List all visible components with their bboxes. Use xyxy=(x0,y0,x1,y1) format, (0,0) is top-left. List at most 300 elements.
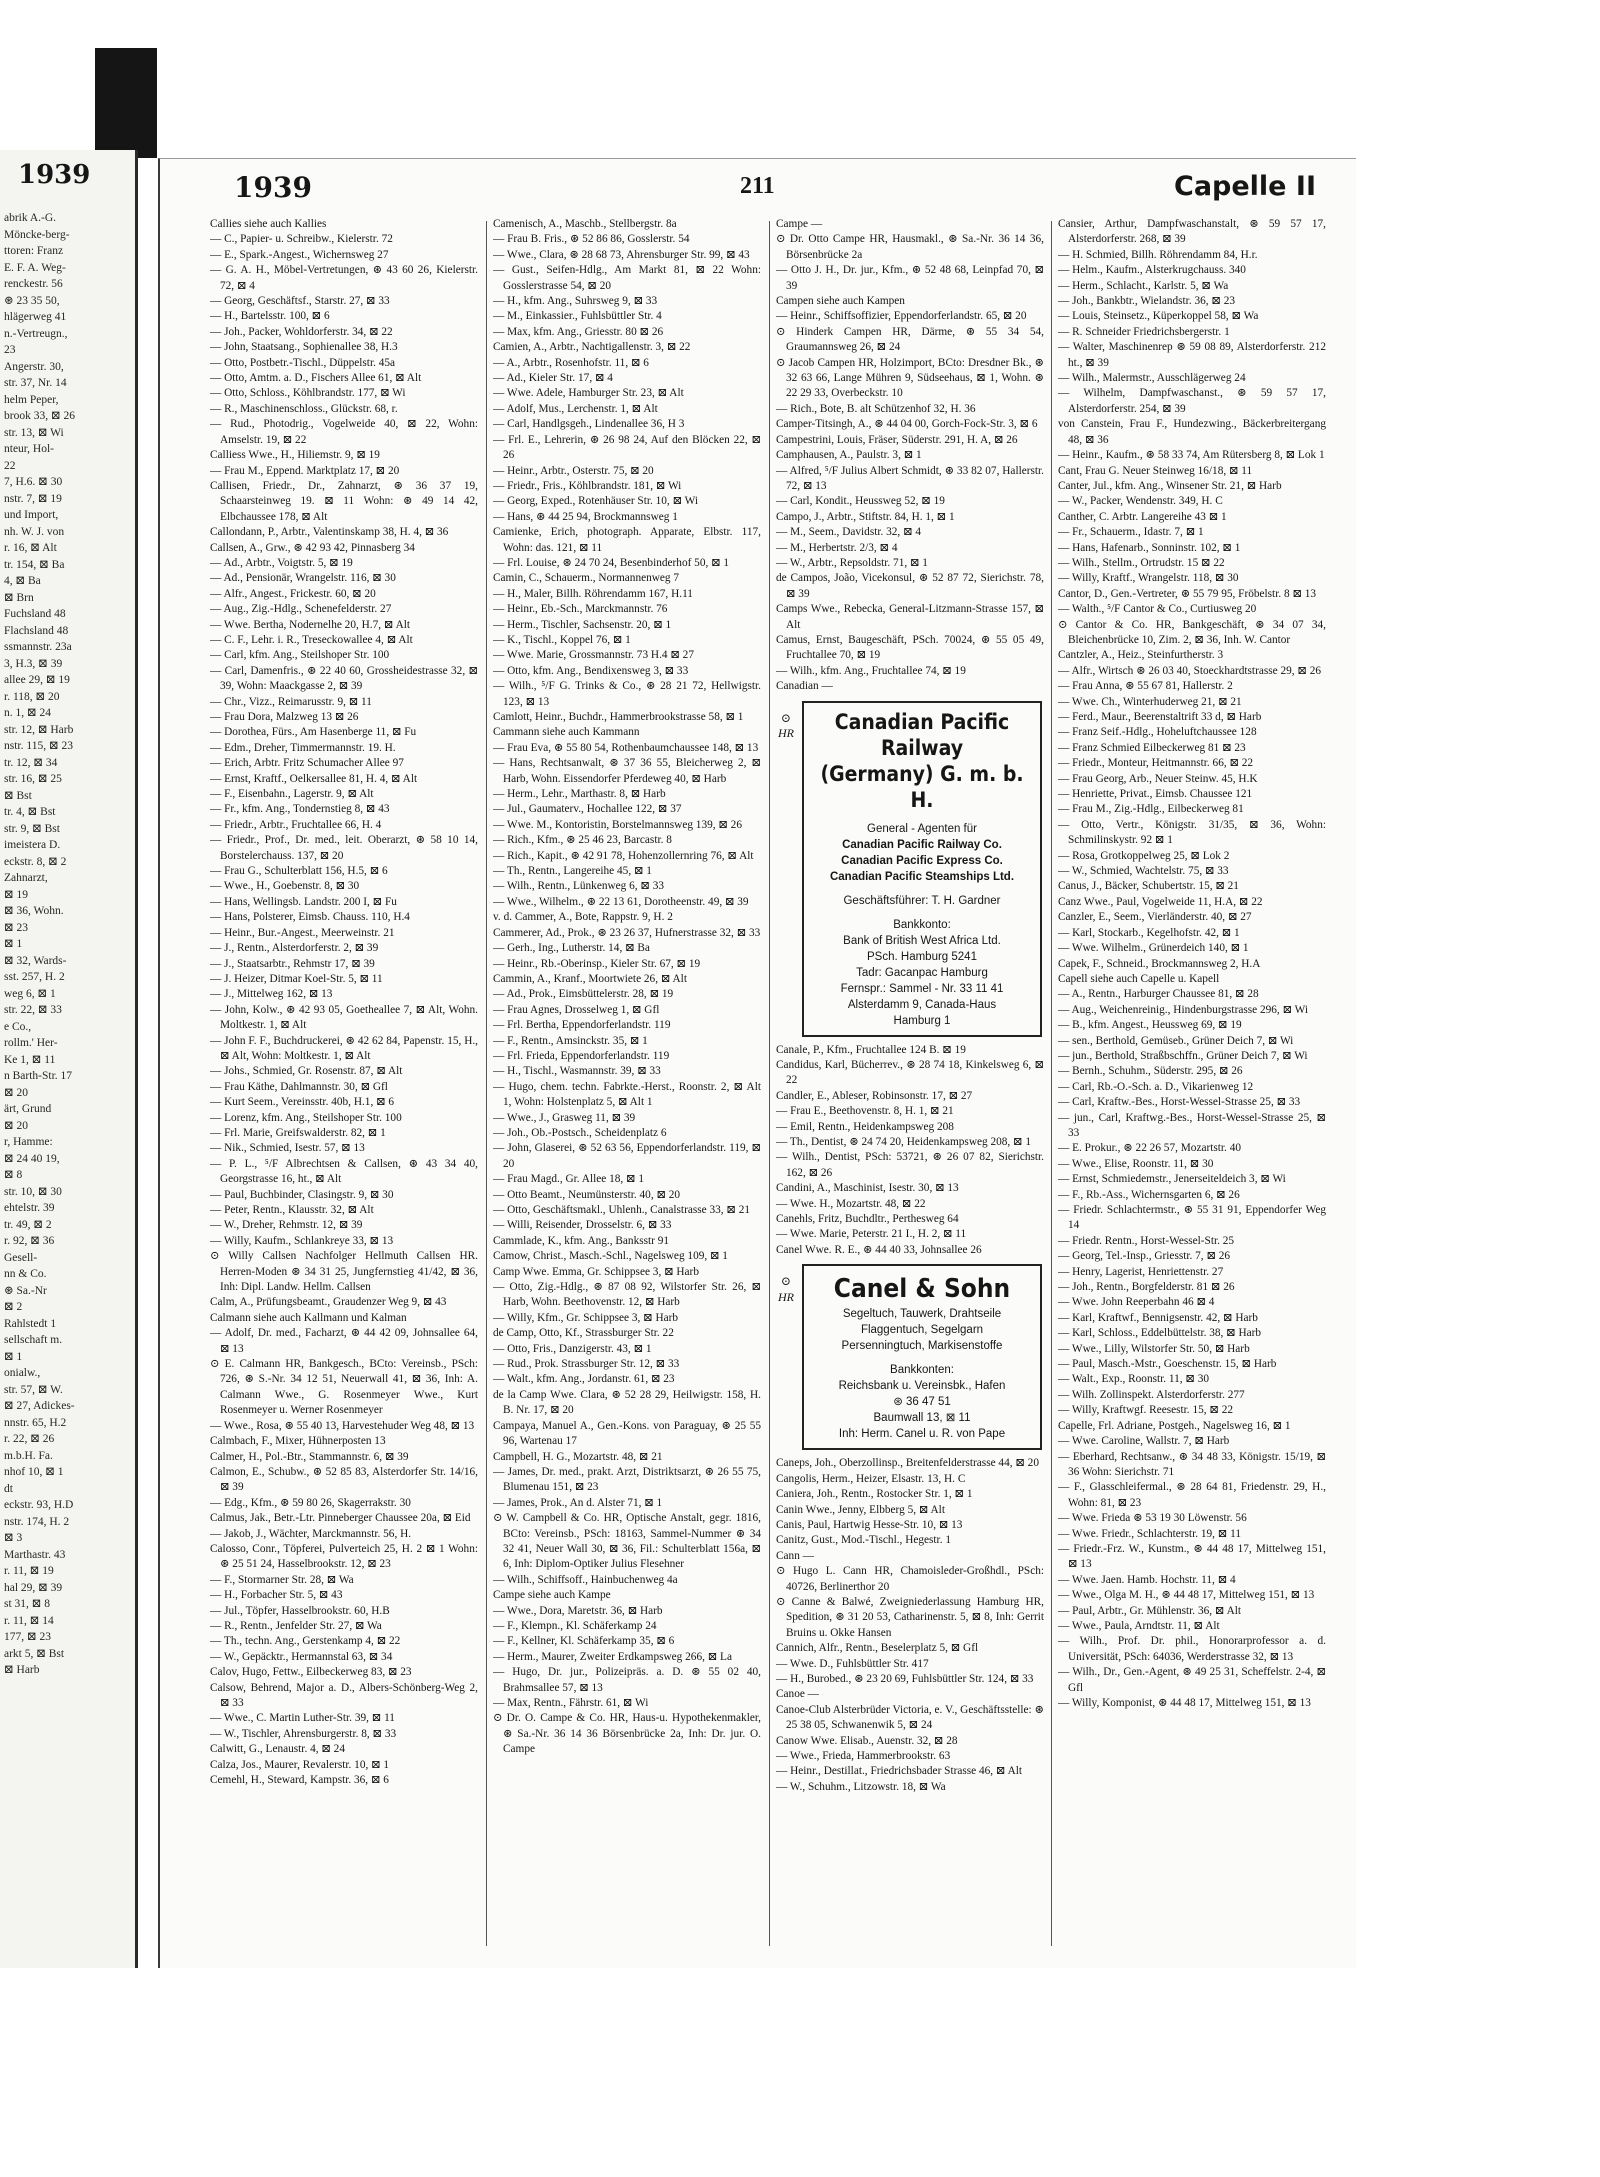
directory-entry: — Frl. Louise, ⊛ 24 70 24, Besenbinderhof 50, ⊠ 1 xyxy=(493,556,730,569)
ad-bank-heading: Bankkonto: xyxy=(893,918,951,931)
prev-page-line: 23 xyxy=(4,344,16,356)
directory-entry: — Jul., Gaumaterv., Hochallee 122, ⊠ 37 xyxy=(493,803,682,816)
directory-entry: — F., Glasschleifermal., ⊛ 28 64 81, Friedenstr. 29, H., Wohn: 81, ⊠ 23 xyxy=(1058,1481,1326,1509)
directory-entry: — Walt., kfm. Ang., Jordanstr. 61, ⊠ 23 xyxy=(493,1373,675,1386)
prev-page-line: E. F. A. Weg- xyxy=(4,261,66,274)
previous-page-lines xyxy=(4,210,75,1679)
prev-page-line: Möncke-berg- xyxy=(4,228,70,241)
directory-entry: — J. Heizer, Ditmar Koel-Str. 5, ⊠ 11 xyxy=(210,972,383,985)
directory-entry: — Wwe. Caroline, Wallstr. 7, ⊠ Harb xyxy=(1058,1435,1230,1448)
directory-entry: ⊙ Jacob Campen HR, Holzimport, BCto: Dresdner Bk., ⊛ 32 63 66, Lange Mühren 9, Südseehaus, ⊠ 1, Wohn. ⊛ 22 29 33, Overbeckstr. 10 xyxy=(776,356,1044,400)
directory-entry: — Friedr., Prof., Dr. med., leit. Oberarzt, ⊛ 58 10 14, Borstelerchauss. 137, ⊠ 20 xyxy=(210,834,478,862)
column-rule xyxy=(769,221,770,1946)
directory-entry: — Joh., Bankbtr., Wielandstr. 36, ⊠ 23 xyxy=(1058,295,1235,308)
directory-entry: — Otto, Zig.-Hdlg., ⊛ 87 08 92, Wilstorfer Str. 26, ⊠ Harb, Wohn. Beethovenstr. 12, ⊠ Harb xyxy=(493,1281,761,1309)
directory-entry: — Rich., Kapit., ⊛ 42 91 78, Hohenzollernring 76, ⊠ Alt xyxy=(493,849,754,862)
directory-entry: — Franz Schmied Eilbeckerweg 81 ⊠ 23 xyxy=(1058,741,1246,754)
directory-entry: Callisen, Friedr., Dr., Zahnarzt, ⊛ 36 37 19, Schaarsteinweg 19. ⊠ 11 Wohn: ⊛ 49 14 42, Elbchaussee 178, ⊠ Alt xyxy=(210,479,478,523)
prev-page-line: ttoren: Franz xyxy=(4,245,64,257)
directory-entry: — Wwe., C. Martin Luther-Str. 39, ⊠ 11 xyxy=(210,1712,395,1725)
directory-entry: — Frau M., Zig.-Hdlg., Eilbeckerweg 81 xyxy=(1058,803,1244,816)
directory-entry: Campestrini, Louis, Fräser, Süderstr. 291, H. A, ⊠ 26 xyxy=(776,433,1018,446)
directory-entry: — James, Dr. med., prakt. Arzt, Distriktsarzt, ⊛ 26 55 75, Blumenau 151, ⊠ 23 xyxy=(493,1465,761,1494)
directory-entry: — Joh., Packer, Wohldorferstr. 34, ⊠ 22 xyxy=(210,325,393,338)
prev-page-line: brook 33, ⊠ 26 xyxy=(4,410,75,422)
directory-entry: — Frau G., Schulterblatt 156, H.5, ⊠ 6 xyxy=(210,865,388,878)
directory-entry: — Chr., Vizz., Reimarusstr. 9, ⊠ 11 xyxy=(210,695,372,708)
directory-entry: — Willy, Komponist, ⊛ 44 48 17, Mittelweg 151, ⊠ 13 xyxy=(1058,1697,1311,1709)
directory-entry: Campaya, Manuel A., Gen.-Kons. von Paraguay, ⊛ 25 55 96, Wartenau 17 xyxy=(493,1419,761,1448)
directory-entry: — Otto, Vertr., Königstr. 31/35, ⊠ 36, Wohn: Schmilinskystr. 92 ⊠ 1 xyxy=(1058,818,1326,847)
directory-entry: — Hans, Rechtsanwalt, ⊛ 37 36 55, Bleicherweg 2, ⊠ Harb, Wohn. Eissendorfer Pferdeweg 40, ⊠ Harb xyxy=(493,757,761,785)
directory-entry: — Carl, Damenfris., ⊛ 22 40 60, Grossheidestrasse 32, ⊠ 39, Wohn: Maackgasse 2, ⊠ 39 xyxy=(210,664,478,693)
directory-entry: — Frl. Bertha, Eppendorferlandstr. 119 xyxy=(493,1019,671,1032)
prev-page-line: Rahlstedt 1 xyxy=(4,1317,57,1330)
directory-entry: — John, Glaserei, ⊛ 52 63 56, Eppendorferlandstr. 119, ⊠ 20 xyxy=(493,1142,761,1170)
directory-entry: — Herm., Maurer, Zweiter Erdkampsweg 266, ⊠ La xyxy=(493,1650,732,1663)
directory-entry: — E. Prokur., ⊛ 22 26 57, Mozartstr. 40 xyxy=(1058,1142,1241,1155)
directory-entry: — Willy, Kraftf., Wrangelstr. 118, ⊠ 30 xyxy=(1058,572,1239,585)
directory-entry: Cantzler, A., Heiz., Steinfurtherstr. 3 xyxy=(1058,649,1224,662)
directory-entry: — Ad., Arbtr., Voigtstr. 5, ⊠ 19 xyxy=(210,556,353,569)
directory-entry: — Heinr., Schiffsoffizier, Eppendorferlandstr. 65, ⊠ 20 xyxy=(776,310,1027,323)
directory-entry: Calov, Hugo, Fettw., Eilbeckerweg 83, ⊠ 23 xyxy=(210,1666,412,1679)
directory-entry: — Carl, Kondit., Heussweg 52, ⊠ 19 xyxy=(776,495,945,508)
directory-page xyxy=(158,158,1356,1969)
directory-entry: — Rich., Kfm., ⊛ 25 46 23, Barcastr. 8 xyxy=(493,834,672,847)
directory-entry: — C. F., Lehr. i. R., Treseckowallee 4, ⊠ Alt xyxy=(210,633,413,646)
ad-address: Alsterdamm 9, Canada-Haus xyxy=(847,998,997,1011)
directory-entry: — F., Rentn., Amsinckstr. 35, ⊠ 1 xyxy=(493,1034,648,1047)
directory-entry: — Louis, Steinsetz., Küperkoppel 58, ⊠ Wa xyxy=(1058,310,1259,323)
prev-page-line: hlägerweg 41 xyxy=(4,311,67,323)
directory-entry: Calmer, H., Pol.-Btr., Stammannstr. 6, ⊠ 39 xyxy=(210,1450,409,1463)
previous-page-fragment xyxy=(0,150,138,1975)
directory-entry: — Wwe. D., Fuhlsbüttler Str. 417 xyxy=(776,1657,929,1670)
directory-entry: — Carl, Handlgsgeh., Lindenallee 36, H 3 xyxy=(493,418,685,431)
running-head: Capelle II xyxy=(1174,171,1316,202)
directory-entry: — Herm., Schlacht., Karlstr. 5, ⊠ Wa xyxy=(1058,279,1229,292)
ad-line: Segeltuch, Tauwerk, Drahtseile xyxy=(842,1308,1002,1321)
prev-page-line: str. 12, ⊠ Harb xyxy=(4,723,74,736)
prev-page-line: renckestr. 56 xyxy=(4,278,63,290)
prev-page-line: nstr. 174, H. 2 xyxy=(4,1515,70,1528)
directory-entry: — Wwe. John Reeperbahn 46 ⊠ 4 xyxy=(1058,1296,1215,1309)
ad-agency: Canadian Pacific Steamships Ltd. xyxy=(829,870,1015,883)
ad-agency: Canadian Pacific Railway Co. xyxy=(842,838,1002,851)
directory-entry: — H., Maler, Billh. Röhrendamm 167, H.11 xyxy=(493,587,693,600)
directory-entry: Candini, A., Maschinist, Isestr. 30, ⊠ 13 xyxy=(776,1182,959,1195)
directory-entry: — F., Eisenbahn., Lagerstr. 9, ⊠ Alt xyxy=(210,788,374,801)
directory-entry: Canther, C. Arbtr. Langereihe 43 ⊠ 1 xyxy=(1058,510,1227,523)
directory-entry: Campo, J., Arbtr., Stiftstr. 84, H. 1, ⊠ 1 xyxy=(776,510,955,523)
prev-page-line: 4, ⊠ Ba xyxy=(4,575,41,587)
prev-page-line: str. 10, ⊠ 30 xyxy=(4,1185,62,1198)
prev-page-line: ⊠ 27, Adickes- xyxy=(4,1400,75,1412)
directory-entry: Canin Wwe., Jenny, Elbberg 5, ⊠ Alt xyxy=(776,1503,945,1516)
directory-entry: — Fr., kfm. Ang., Tondernstieg 8, ⊠ 43 xyxy=(210,803,390,816)
directory-entry: Cemehl, H., Steward, Kampstr. 36, ⊠ 6 xyxy=(210,1774,389,1787)
ad-bank: Bank of British West Africa Ltd. xyxy=(843,934,1001,947)
directory-entry: Cammerer, Ad., Prok., ⊛ 23 26 37, Hufnerstrasse 32, ⊠ 33 xyxy=(493,926,761,939)
directory-entry: — Henriette, Privat., Eimsb. Chaussee 121 xyxy=(1058,788,1253,801)
ad-telegram: Tadr: Gacanpac Hamburg xyxy=(856,966,988,979)
directory-entry: — Frau B. Fris., ⊛ 52 86 86, Gosslerstr. 54 xyxy=(493,233,690,246)
directory-entry: — Wilh., Dr., Gen.-Agent, ⊛ 49 25 31, Scheffelstr. 2-4, ⊠ Gfl xyxy=(1058,1666,1326,1694)
directory-entry: — Frl. Marie, Greifswalderstr. 82, ⊠ 1 xyxy=(210,1126,386,1139)
prev-page-line: Marthastr. 43 xyxy=(4,1548,66,1561)
directory-entry: — Wwe. M., Kontoristin, Borstelmannsweg 139, ⊠ 26 xyxy=(493,818,742,831)
directory-entry: — F., Kellner, Kl. Schäferkamp 35, ⊠ 6 xyxy=(493,1635,675,1648)
directory-entry: — Friedr., Arbtr., Fruchtallee 66, H. 4 xyxy=(210,818,382,831)
prev-page-line: ⊛ 23 35 50, xyxy=(4,294,60,307)
directory-entry: Canus, J., Bäcker, Schubertstr. 15, ⊠ 21 xyxy=(1058,880,1239,893)
directory-entry: Candidus, Karl, Bücherrev., ⊛ 28 74 18, Kinkelsweg 6, ⊠ 22 xyxy=(776,1059,1044,1087)
ad-city: Hamburg 1 xyxy=(893,1014,951,1027)
directory-entry: — E., Spark.-Angest., Wichernsweg 27 xyxy=(210,248,389,261)
directory-entry: — Helm., Kaufm., Alsterkrugchauss. 340 xyxy=(1058,264,1246,277)
directory-entry: — Otto, Schloss., Köhlbrandstr. 177, ⊠ Wi xyxy=(210,387,406,400)
directory-entry: — Wwe. Bertha, Nodernelhe 20, H.7, ⊠ Alt xyxy=(210,618,411,631)
prev-page-line: e Co., xyxy=(4,1020,32,1033)
directory-entry: — Walter, Maschinenrep ⊛ 59 08 89, Alsterdorferstr. 212 ht., ⊠ 39 xyxy=(1058,341,1326,369)
directory-entry: Camps Wwe., Rebecka, General-Litzmann-Strasse 157, ⊠ Alt xyxy=(776,603,1044,631)
directory-entry: — Edm., Dreher, Timmermannstr. 19. H. xyxy=(210,741,396,754)
prev-page-line: ⊠ 20 xyxy=(4,1086,29,1099)
directory-entry: — R. Schneider Friedrichsbergerstr. 1 xyxy=(1058,325,1230,338)
directory-entry: — Heinr., Eb.-Sch., Marckmannstr. 76 xyxy=(493,603,668,616)
directory-entry: Canitz, Gust., Mod.-Tischl., Hegestr. 1 xyxy=(776,1534,951,1547)
prev-page-line: dt xyxy=(4,1482,13,1495)
directory-entry: — James, Prok., An d. Alster 71, ⊠ 1 xyxy=(493,1496,663,1509)
directory-entry: — Wwe. Marie, Peterstr. 21 I., H. 2, ⊠ 11 xyxy=(776,1228,967,1241)
prev-page-line: ⊠ 24 40 19, xyxy=(4,1152,60,1165)
prev-page-line: imeistera D. xyxy=(4,839,61,851)
directory-entry: — Eberhard, Rechtsanw., ⊛ 34 48 33, Königstr. 15/19, ⊠ 36 Wohn: Sierichstr. 71 xyxy=(1058,1450,1326,1478)
directory-entry: — Alfr., Angest., Frickestr. 60, ⊠ 20 xyxy=(210,587,376,600)
directory-entry: ⊙ Dr. O. Campe & Co. HR, Haus-u. Hypothekenmakler, ⊛ Sa.-Nr. 36 14 36 Börsenbrücke 2a, Inh: Dr. jur. O. Campe xyxy=(493,1712,761,1756)
directory-entry: Canel Wwe. R. E., ⊛ 44 40 33, Johnsallee 26 xyxy=(776,1243,982,1256)
directory-entry: — Adolf, Dr. med., Facharzt, ⊛ 44 42 09, Johnsallee 64, ⊠ 13 xyxy=(210,1327,478,1355)
directory-entry: — G. A. H., Möbel-Vertretungen, ⊛ 43 60 26, Kielerstr. 72, ⊠ 4 xyxy=(210,264,478,292)
directory-entry: — H., Bartelsstr. 100, ⊠ 6 xyxy=(210,310,330,323)
directory-entry: — Wwe., H., Goebenstr. 8, ⊠ 30 xyxy=(210,880,360,893)
directory-entry: — Franz Seif.-Hdlg., Hoheluftchaussee 128 xyxy=(1058,726,1257,739)
directory-entry: Cammin, A., Kranf., Moortwiete 26, ⊠ Alt xyxy=(493,972,687,985)
prev-page-line: ⊠ 8 xyxy=(4,1169,23,1181)
directory-entry: — Hans, Wellingsb. Landstr. 200 I, ⊠ Fu xyxy=(210,895,397,908)
directory-entry: Camienke, Erich, photograph. Apparate, Elbstr. 117, Wohn: das. 121, ⊠ 11 xyxy=(493,526,761,554)
directory-entry: — Frau Magd., Gr. Allee 18, ⊠ 1 xyxy=(493,1173,644,1186)
directory-entry: de Campos, João, Vicekonsul, ⊛ 52 87 72, Sierichstr. 78, ⊠ 39 xyxy=(776,572,1044,600)
scan-margin xyxy=(0,1968,1600,2177)
directory-entry: — Heinr., Kaufm., ⊛ 58 33 74, Am Rütersberg 8, ⊠ Lok 1 xyxy=(1058,449,1325,462)
directory-entry: — W., Schuhm., Litzowstr. 18, ⊠ Wa xyxy=(776,1780,946,1793)
directory-entry: — Georg, Exped., Rotenhäuser Str. 10, ⊠ Wi xyxy=(493,495,699,508)
directory-entry: — Johs., Schmied, Gr. Rosenstr. 87, ⊠ Alt xyxy=(210,1065,403,1078)
page-year: 1939 xyxy=(234,171,312,204)
prev-page-line: eckstr. 8, ⊠ 2 xyxy=(4,855,67,868)
directory-entry: — Rud., Prok. Strassburger Str. 12, ⊠ 33 xyxy=(493,1358,680,1371)
directory-entry: — Jakob, J., Wächter, Marckmannstr. 56, H. xyxy=(210,1527,412,1540)
ad-bank: Reichsbank u. Vereinsbk., Hafen xyxy=(838,1380,1006,1393)
ad-title: Canadian Pacific Railway xyxy=(834,709,1010,760)
prev-page-line: hal 29, ⊠ 39 xyxy=(4,1581,63,1594)
directory-entry: — Friedr. Rentn., Horst-Wessel-Str. 25 xyxy=(1058,1234,1235,1247)
directory-entry: — Otto, Amtm. a. D., Fischers Allee 61, ⊠ Alt xyxy=(210,372,422,385)
directory-entry: — John, Staatsang., Sophienallee 38, H.3 xyxy=(210,341,398,354)
directory-entry: Calmann siehe auch Kallmann und Kalman xyxy=(210,1311,407,1324)
ad-postcheck: PSch. Hamburg 5241 xyxy=(867,950,977,963)
directory-entry: Camow, Christ., Masch.-Schl., Nagelsweg 109, ⊠ 1 xyxy=(493,1250,728,1263)
directory-entry: — Ernst, Kraftf., Oelkersallee 81, H. 4, ⊠ Alt xyxy=(210,772,418,785)
column-4 xyxy=(1058,217,1326,1952)
directory-entry: — W., Arbtr., Repsoldstr. 71, ⊠ 1 xyxy=(776,556,928,569)
directory-entry: — Ad., Kieler Str. 17, ⊠ 4 xyxy=(493,372,613,385)
directory-entry: — Rich., Bote, B. alt Schützenhof 32, H. 36 xyxy=(776,402,976,415)
prev-page-line: sellschaft m. xyxy=(4,1334,63,1346)
previous-page-year: 1939 xyxy=(18,160,91,190)
directory-entry: — A., Arbtr., Rosenhofstr. 11, ⊠ 6 xyxy=(493,356,649,369)
directory-entry: — Th., Rentn., Langereihe 45, ⊠ 1 xyxy=(493,865,652,878)
directory-entry: — Wilh. Zollinspekt. Alsterdorferstr. 277 xyxy=(1058,1388,1245,1401)
directory-entry: — Adolf, Mus., Lerchenstr. 1, ⊠ Alt xyxy=(493,402,658,415)
prev-page-line: ⊛ Sa.-Nr xyxy=(4,1284,47,1297)
directory-entry: — Paul, Arbtr., Gr. Mühlenstr. 36, ⊠ Alt xyxy=(1058,1604,1242,1617)
directory-entry: — Wwe. Wilhelm., Grünerdeich 140, ⊠ 1 xyxy=(1058,942,1249,955)
directory-entry: — Wilh., ⁵/F G. Trinks & Co., ⊛ 28 21 72, Hellwigstr. 123, ⊠ 13 xyxy=(493,680,761,708)
directory-entry: — F., Klempn., Kl. Schäferkamp 24 xyxy=(493,1619,657,1632)
directory-entry: — Wwe. Frieda ⊛ 53 19 30 Löwenstr. 56 xyxy=(1058,1512,1247,1525)
directory-entry: ⊙ Willy Callsen Nachfolger Hellmuth Callsen HR. Herren-Moden ⊛ 34 31 25, Jungfernstieg 41/42, ⊠ 36, Inh: Dipl. Landw. Hellm. Callsen xyxy=(210,1250,478,1294)
directory-entry: — Gerh., Ing., Lutherstr. 14, ⊠ Ba xyxy=(493,942,650,955)
directory-entry: — Heinr., Rb.-Oberinsp., Kieler Str. 67, ⊠ 19 xyxy=(493,957,701,970)
directory-entry: — Lorenz, kfm. Ang., Steilshoper Str. 100 xyxy=(210,1111,402,1124)
directory-entry: — A., Rentn., Harburger Chaussee 81, ⊠ 28 xyxy=(1058,988,1259,1001)
directory-entry: — Nik., Schmied, Isestr. 57, ⊠ 13 xyxy=(210,1142,365,1155)
directory-entry: — H. Schmied, Billh. Röhrendamm 84, H.r. xyxy=(1058,248,1258,261)
directory-entry: — Georg, Geschäftsf., Starstr. 27, ⊠ 33 xyxy=(210,295,390,308)
directory-entry: — Frau Käthe, Dahlmannstr. 30, ⊠ Gfl xyxy=(210,1080,388,1093)
prev-page-line: ⊠ 32, Wards- xyxy=(4,954,67,967)
directory-entry: — John, Kolw., ⊛ 42 93 05, Goetheallee 7, ⊠ Alt, Wohn. Moltkestr. 1, ⊠ Alt xyxy=(210,1003,478,1032)
directory-entry: de Camp, Otto, Kf., Strassburger Str. 22 xyxy=(493,1327,674,1340)
directory-entry: Calm, A., Prüfungsbeamt., Graudenzer Weg 9, ⊠ 43 xyxy=(210,1296,447,1309)
directory-entry: — Willy, Kraftwgf. Reesestr. 15, ⊠ 22 xyxy=(1058,1404,1233,1417)
directory-entry: — Frau Eva, ⊛ 55 80 54, Rothenbaumchaussee 148, ⊠ 13 xyxy=(493,741,759,754)
directory-entry: — Wwe. Marie, Grossmannstr. 73 H.4 ⊠ 27 xyxy=(493,649,694,662)
directory-entry: — Wwe. Jaen. Hamb. Hochstr. 11, ⊠ 4 xyxy=(1058,1573,1236,1586)
prev-page-line: Flachsland 48 xyxy=(4,624,69,637)
prev-page-line: str. 13, ⊠ Wi xyxy=(4,426,64,439)
directory-entry: Candler, E., Ableser, Robinsonstr. 17, ⊠ 27 xyxy=(776,1089,973,1102)
prev-page-line: ⊠ 23 xyxy=(4,921,29,934)
directory-entry: — Frau Dora, Malzweg 13 ⊠ 26 xyxy=(210,711,359,723)
prev-page-line: str. 57, ⊠ W. xyxy=(4,1383,63,1396)
directory-entry: — Emil, Rentn., Heidenkampsweg 208 xyxy=(776,1120,954,1133)
directory-entry: — Herm., Lehr., Marthastr. 8, ⊠ Harb xyxy=(493,788,666,801)
directory-entry: — Otto J. H., Dr. jur., Kfm., ⊛ 52 48 68, Leinpfad 70, ⊠ 39 xyxy=(776,264,1044,292)
prev-page-line: ⊠ 20 xyxy=(4,1119,29,1132)
prev-page-line: sst. 257, H. 2 xyxy=(4,971,65,983)
directory-entry: — jun., Berthold, Straßbschffn., Grüner Deich 7, ⊠ Wi xyxy=(1058,1049,1308,1062)
directory-entry: — Wwe. H., Mozartstr. 48, ⊠ 22 xyxy=(776,1197,926,1210)
prev-page-line: r. 16, ⊠ Alt xyxy=(4,542,57,554)
directory-entry: Camien, A., Arbtr., Nachtigallenstr. 3, ⊠ 22 xyxy=(493,341,691,354)
prev-page-line: onialw., xyxy=(4,1367,41,1379)
directory-entry: Canadian — xyxy=(776,680,833,693)
directory-entry: Campe — xyxy=(776,218,823,230)
directory-entry: — Hans, Polsterer, Eimsb. Chauss. 110, H.4 xyxy=(210,911,410,924)
directory-entry: de la Camp Wwe. Clara, ⊛ 52 28 29, Heilwigstr. 158, H. B. Nr. 17, ⊠ 20 xyxy=(493,1388,761,1417)
directory-entry: — Paul, Masch.-Mstr., Goeschenstr. 15, ⊠ Harb xyxy=(1058,1358,1277,1371)
directory-entry: — Th., techn. Ang., Gerstenkamp 4, ⊠ 22 xyxy=(210,1635,401,1648)
directory-entry: — Willy, Kaufm., Schlankreye 33, ⊠ 13 xyxy=(210,1234,394,1247)
directory-entry: Canoe-Club Alsterbrüder Victoria, e. V., Geschäftsstelle: ⊛ 25 38 05, Schwanenwik 5, ⊠ 24 xyxy=(776,1703,1044,1732)
directory-entry: Canehls, Fritz, Buchdltr., Perthesweg 64 xyxy=(776,1213,959,1226)
directory-entry: — Frl. E., Lehrerin, ⊛ 26 98 24, Auf den Blöcken 22, ⊠ 26 xyxy=(493,433,761,462)
directory-entry: — R., Rentn., Jenfelder Str. 27, ⊠ Wa xyxy=(210,1619,382,1632)
prev-page-line: weg 6, ⊠ 1 xyxy=(4,987,56,1000)
ad-phone: Fernspr.: Sammel - Nr. 33 11 41 xyxy=(840,982,1004,995)
directory-entry: Cannich, Alfr., Rentn., Beselerplatz 5, ⊠ Gfl xyxy=(776,1642,979,1655)
directory-entry: Camenisch, A., Maschb., Stellbergstr. 8a xyxy=(493,218,677,230)
directory-entry: Canter, Jul., kfm. Ang., Winsener Str. 21, ⊠ Harb xyxy=(1058,479,1282,492)
directory-entry: — Wwe., Wilhelm., ⊛ 22 13 61, Dorotheenstr. 49, ⊠ 39 xyxy=(493,895,749,908)
directory-entry: Canow Wwe. Elisab., Auenstr. 32, ⊠ 28 xyxy=(776,1734,958,1747)
ad-subtitle: General - Agenten für xyxy=(867,822,977,835)
prev-page-line: tr. 154, ⊠ Ba xyxy=(4,558,65,571)
prev-page-line: str. 22, ⊠ 33 xyxy=(4,1004,62,1016)
directory-entry: — Max, Rentn., Fährstr. 61, ⊠ Wi xyxy=(493,1697,649,1709)
directory-entry: — Wwe. Friedr., Schlachterstr. 19, ⊠ 11 xyxy=(1058,1527,1241,1540)
directory-entry: Canoe — xyxy=(776,1688,819,1701)
directory-entry: — Heinr., Destillat., Friedrichsbader Strasse 46, ⊠ Alt xyxy=(776,1765,1023,1778)
directory-entry: — Heinr., Arbtr., Osterstr. 75, ⊠ 20 xyxy=(493,464,654,477)
directory-entry: — Peter, Rentn., Klausstr. 32, ⊠ Alt xyxy=(210,1204,374,1216)
prev-page-line: r. 118, ⊠ 20 xyxy=(4,690,60,703)
directory-entry: Campe siehe auch Kampe xyxy=(493,1589,611,1602)
ad-owner: Inh: Herm. Canel u. R. von Pape xyxy=(838,1428,1006,1441)
directory-entry: — Wwe., Frieda, Hammerbrookstr. 63 xyxy=(776,1750,951,1762)
directory-entry: Cant, Frau G. Neuer Steinweg 16/18, ⊠ 11 xyxy=(1058,464,1253,477)
directory-entry: Caneps, Joh., Oberzollinsp., Breitenfelderstrasse 44, ⊠ 20 xyxy=(776,1457,1039,1470)
directory-entry: Campbell, H. G., Mozartstr. 48, ⊠ 21 xyxy=(493,1450,663,1463)
prev-page-line: 177, ⊠ 23 xyxy=(4,1631,52,1643)
directory-entry: — Friedr., Monteur, Heitmannstr. 66, ⊠ 22 xyxy=(1058,757,1254,770)
directory-entry: — Aug., Zig.-Hdlg., Schenefelderstr. 27 xyxy=(210,603,392,616)
directory-entry: Canzler, E., Seem., Vierländerstr. 40, ⊠ 27 xyxy=(1058,911,1252,924)
directory-entry: Capelle, Frl. Adriane, Postgeh., Nagelsweg 16, ⊠ 1 xyxy=(1058,1419,1291,1432)
directory-entry: — R., Maschinenschloss., Glückstr. 68, r. xyxy=(210,402,398,415)
directory-entry: — Bernh., Schuhm., Süderstr. 295, ⊠ 26 xyxy=(1058,1065,1243,1078)
directory-entry: — Frau Anna, ⊛ 55 67 81, Hallerstr. 2 xyxy=(1058,680,1233,693)
directory-entry: Calmus, Jak., Betr.-Ltr. Pinneberger Chaussee 20a, ⊠ Eid xyxy=(210,1512,471,1525)
prev-page-line: ⊠ Harb xyxy=(4,1664,40,1676)
directory-entry: — Otto, Geschäftsmakl., Uhlenh., Canalstrasse 33, ⊠ 21 xyxy=(493,1204,751,1216)
directory-entry: — Joh., Ob.-Postsch., Scheidenplatz 6 xyxy=(493,1126,667,1139)
prev-page-line: 3, H.3, ⊠ 39 xyxy=(4,657,63,670)
directory-entry: — M., Seem., Davidstr. 32, ⊠ 4 xyxy=(776,526,922,539)
directory-entry: ⊙ W. Campbell & Co. HR, Optische Anstalt, gegr. 1816, BCto: Vereinsb., PSch: 18163, Sammel-Nummer ⊛ 34 32 41, Neuer Wall 30, ⊠ 36, Fil.: Schulterblatt 156a, ⊠ 6, Inh: Diplom-Optiker Julius Flesehner xyxy=(493,1512,761,1571)
prev-page-line: ⊠ Bst xyxy=(4,789,32,802)
directory-entry: — Alfr., Wirtsch ⊛ 26 03 40, Stoeckhardtstrasse 29, ⊠ 26 xyxy=(1058,664,1322,677)
canel-sohn-ad xyxy=(776,1264,1044,1450)
directory-entry: — Aug., Weichenreinig., Hindenburgstrasse 296, ⊠ Wi xyxy=(1058,1003,1309,1016)
directory-entry: Calwitt, G., Lenaustr. 4, ⊠ 24 xyxy=(210,1743,345,1756)
ad-title: Canel & Sohn xyxy=(833,1274,1011,1305)
directory-entry: ⊙ E. Calmann HR, Bankgesch., BCto: Vereinsb., PSch: 726, ⊛ S.-Nr. 34 12 51, Neuerwall 41, ⊠ 36, Inh: A. Calmann Wwe., G. Rosenmeyer Wwe., Kurt Rosenmeyer u. Werner Rosenmeyer xyxy=(210,1358,478,1417)
directory-entry: Camin, C., Schauerm., Normannenweg 7 xyxy=(493,572,680,585)
directory-entry: — W., Packer, Wendenstr. 349, H. C xyxy=(1058,495,1223,508)
directory-entry: Caniera, Joh., Rentn., Rostocker Str. 1, ⊠ 1 xyxy=(776,1488,973,1501)
directory-entry: — Dorothea, Fürs., Am Hasenberge 11, ⊠ Fu xyxy=(210,726,417,739)
ad-agency: Canadian Pacific Express Co. xyxy=(841,854,1003,867)
ad-line: Flaggentuch, Segelgarn xyxy=(860,1324,984,1337)
directory-entry: — Hans, ⊛ 44 25 94, Brockmannsweg 1 xyxy=(493,510,678,523)
directory-entry: — Frau E., Beethovenstr. 8, H. 1, ⊠ 21 xyxy=(776,1105,954,1118)
directory-entry: — Wilh., kfm. Ang., Fruchtallee 74, ⊠ 19 xyxy=(776,664,966,677)
directory-entry: ⊙ Canne & Balwé, Zweigniederlassung Hamburg HR, Spedition, ⊛ 31 20 53, Catharinenstr. 5, ⊠ 8, Inh: Gerrit Bruins u. Okke Hansen xyxy=(776,1595,1044,1639)
directory-entry: Callondann, P., Arbtr., Valentinskamp 38, H. 4, ⊠ 36 xyxy=(210,526,449,539)
prev-page-line: r. 11, ⊠ 14 xyxy=(4,1614,54,1627)
directory-entry: — J., Staatsarbtr., Rehmstr 17, ⊠ 39 xyxy=(210,957,375,970)
directory-entry: — Otto, kfm. Ang., Bendixensweg 3, ⊠ 33 xyxy=(493,664,689,677)
prev-page-line: ⊠ 1 xyxy=(4,938,23,950)
directory-entry: — Friedr. Schlachtermstr., ⊛ 55 31 91, Eppendorfer Weg 14 xyxy=(1058,1204,1326,1232)
directory-entry: Camper-Titsingh, A., ⊛ 44 04 00, Gorch-Fock-Str. 3, ⊠ 6 xyxy=(776,418,1038,431)
directory-entry: — Frl. Frieda, Eppendorferlandstr. 119 xyxy=(493,1049,670,1062)
prev-page-line: ⊠ Brn xyxy=(4,591,34,604)
directory-entry: — jun., Carl, Kraftwg.-Bes., Horst-Wessel-Strasse 25, ⊠ 33 xyxy=(1058,1111,1326,1139)
directory-entry: — Wwe., J., Grasweg 11, ⊠ 39 xyxy=(493,1111,636,1124)
directory-entry: — Hans, Hafenarb., Sonninstr. 102, ⊠ 1 xyxy=(1058,541,1241,554)
directory-entry: Callies siehe auch Kallies xyxy=(210,218,327,230)
directory-entry: — Wwe., Paula, Arndtstr. 11, ⊠ Alt xyxy=(1058,1619,1220,1632)
prev-page-line: r. 11, ⊠ 19 xyxy=(4,1565,54,1577)
directory-entry: — Friedr., Fris., Köhlbrandstr. 181, ⊠ Wi xyxy=(493,479,682,492)
prev-page-line: nnstr. 65, H.2 xyxy=(4,1416,67,1429)
directory-entry: — Rud., Photodrig., Vogelweide 40, ⊠ 22, Wohn: Amselstr. 19, ⊠ 22 xyxy=(210,418,478,446)
directory-entry: — P. L., ⁵/F Albrechtsen & Callsen, ⊛ 43 34 40, Georgstrasse 16, ht., ⊠ Alt xyxy=(210,1157,478,1186)
directory-entry: — Ad., Prok., Eimsbüttelerstr. 28, ⊠ 19 xyxy=(493,988,674,1001)
directory-entry: — Wilh., Schiffsoff., Hainbuchenweg 4a xyxy=(493,1573,678,1586)
directory-entry: — Walt., Exp., Roonstr. 11, ⊠ 30 xyxy=(1058,1373,1210,1386)
prev-page-line: ⊠ 2 xyxy=(4,1301,23,1313)
directory-entry: — H., kfm. Ang., Suhrsweg 9, ⊠ 33 xyxy=(493,295,658,308)
directory-entry: — H., Tischl., Wasmannstr. 39, ⊠ 33 xyxy=(493,1065,661,1078)
directory-entry: — Joh., Rentn., Borgfelderstr. 81 ⊠ 26 xyxy=(1058,1281,1235,1294)
directory-entry: — Friedr.-Frz. W., Kunstm., ⊛ 44 48 17, Mittelweg 151, ⊠ 13 xyxy=(1058,1542,1326,1571)
ad-box xyxy=(802,1264,1042,1450)
directory-entry: — Carl, kfm. Ang., Steilshoper Str. 100 xyxy=(210,649,390,662)
prev-page-line: und Import, xyxy=(4,509,59,521)
column-1 xyxy=(210,217,478,1952)
directory-entry: — Hugo, Dr. jur., Polizeipräs. a. D. ⊛ 55 02 40, Brahmsallee 57, ⊠ 13 xyxy=(493,1666,761,1694)
directory-entry: — Ad., Pensionär, Wrangelstr. 116, ⊠ 30 xyxy=(210,572,396,585)
ad-title-2: (Germany) G. m. b. H. xyxy=(820,761,1024,812)
directory-entry: — Jul., Töpfer, Hasselbrookstr. 60, H.B xyxy=(210,1604,390,1617)
directory-entry: Calsow, Behrend, Major a. D., Albers-Schönberg-Weg 2, ⊠ 33 xyxy=(210,1681,478,1709)
prev-page-line: str. 37, Nr. 14 xyxy=(4,377,67,389)
directory-entry: — Alfred, ⁵/F Julius Albert Schmidt, ⊛ 33 82 07, Hallerstr. 72, ⊠ 13 xyxy=(776,464,1044,492)
directory-entry: Cammlade, K., kfm. Ang., Banksstr 91 xyxy=(493,1234,670,1247)
prev-page-line: ⊠ 19 xyxy=(4,888,29,901)
directory-entry: — Th., Dentist, ⊛ 24 74 20, Heidenkampsweg 208, ⊠ 1 xyxy=(776,1136,1031,1149)
directory-entry: — M., Herbertstr. 2/3, ⊠ 4 xyxy=(776,541,898,554)
directory-entry: — Rosa, Grotkoppelweg 25, ⊠ Lok 2 xyxy=(1058,849,1230,862)
directory-entry: — Fr., Schauerm., Idastr. 7, ⊠ 1 xyxy=(1058,526,1204,539)
